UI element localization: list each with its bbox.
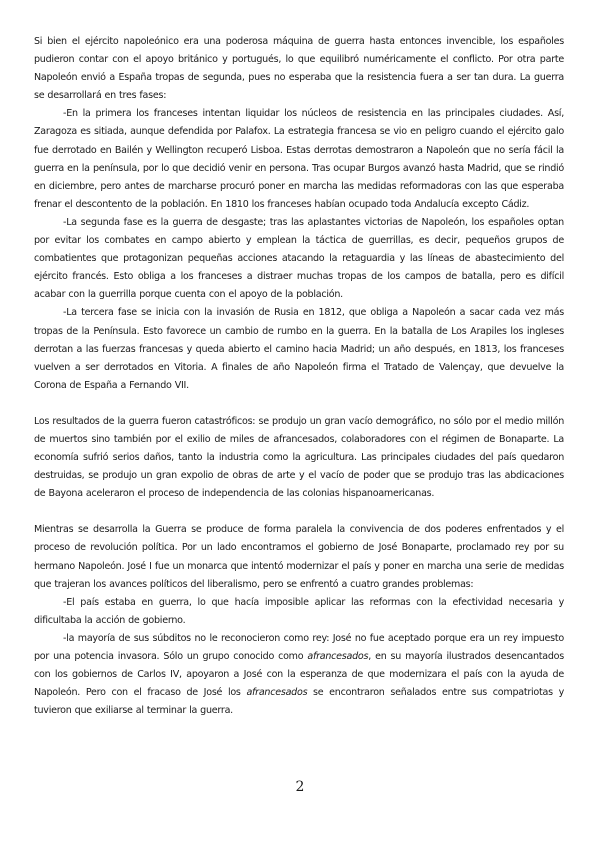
paragraph-problem-war: -El país estaba en guerra, lo que hacía imposible aplicar las reformas con la efectividad necesaria y dificultaba la acción de gobierno. [34,596,564,626]
text-segment: , en su mayoría ilustrados desencantados con los gobiernos de Carlos IV, apoyaron a José con la esperanza de que modernizara el país con la ayuda de Napoleón. Pero con el fracaso de José los [34,651,564,699]
italic-term: afrancesados [307,651,369,662]
page-number: 2 [295,779,305,795]
paragraph-gap [34,395,564,413]
paragraph-second-phase: -La segunda fase es la guerra de desgaste; tras las aplastantes victorias de Napoleón, los españoles optan por evitar los combates en campo abierto y emplean la táctica de guerrillas, es decir, pequeños grupos de combatientes que protagonizan pequeñas acciones atacando la retaguardia y las líneas de abastecimiento del ejército francés. Esto obliga a los franceses a distraer muchas tropas de los campos de batalla, pero es difícil acabar con la guerrilla porque cuenta con el apoyo de la población. [34,216,564,301]
italic-term: afrancesados [246,687,308,699]
paragraph-war-results: Los resultados de la guerra fueron catastróficos: se produjo un gran vacío demográfico, no sólo por el medio millón de muertos sino también por el exilio de miles de afrancesados, colaboradores con el régimen de Bonaparte. La economía sufrió serios daños, tanto la industria como la agricultura. Las principales ciudades del país quedaron destruidas, se produjo un gran expolio de obras de arte y el vacío de poder que se produjo tras las abdicaciones de Bayona aceleraron el proceso de independencia de las colonias hispanoamericanas. [34,415,564,500]
text-segment: se encontraron señalados entre sus compatriotas y tuvieron que exiliarse al terminar la guerra. [34,687,564,717]
paragraph-problem-subjects [34,630,564,720]
document-body [34,33,564,720]
text-segment: -la mayoría de sus súbditos no le reconocieron como rey: José no fue aceptado porque era un rey impuesto por una potencia invasora. Sólo un grupo conocido como [34,632,564,662]
paragraph-third-phase: -La tercera fase se inicia con la invasión de Rusia en 1812, que obliga a Napoleón a sacar cada vez más tropas de la Península. Esto favorece un cambio de rumbo en la guerra. En la batalla de Los Arapiles los ingleses derrotan a las fuerzas francesas y queda abierto el camino hacia Madrid; un año después, en 1813, los franceses vuelven a ser derrotados en Vitoria. A finales de año Napoleón firma el Tratado de Valençay, que devuelve la Corona de España a Fernando VII. [34,307,564,391]
paragraph-intro: Si bien el ejército napoleónico era una poderosa máquina de guerra hasta entonces invencible, los españoles pudieron contar con el apoyo británico y portugués, lo que equilibró numéricamente el conflicto. Por otra parte Napoleón envió a España tropas de segunda, pues no esperaba que la resistencia fuera a ser tan dura. La guerra se desarrollará en tres fases: [34,36,564,102]
paragraph-gap [34,503,564,521]
paragraph-first-phase: -En la primera los franceses intentan liquidar los núcleos de resistencia en las principales ciudades. Así, Zaragoza es sitiada, aunque defendida por Palafox. La estrategia francesa se vio en peligro cuando el ejército galo fue derrotado en Bailén y Wellington recuperó Lisboa. Estas derrotas demostraron a Napoleón que no sería fácil la guerra en la península, por lo que decidió venir en persona. Tras ocupar Burgos avanzó hasta Madrid, que se rindió en diciembre, pero antes de marcharse procuró poner en marcha las medidas reformadoras con las que esperaba frenar el descontento de la población. En 1810 los franceses habían ocupado toda Andalucía excepto Cádiz. [34,108,564,210]
paragraph-two-powers: Mientras se desarrolla la Guerra se produce de forma paralela la convivencia de dos poderes enfrentados y el proceso de revolución política. Por un lado encontramos el gobierno de José Bonaparte, proclamado rey por su hermano Napoleón. José I fue un monarca que intentó modernizar el país y poner en marcha una serie de medidas que trajeran los avances políticos del liberalismo, pero se enfrentó a cuatro grandes problemas: [34,524,564,590]
